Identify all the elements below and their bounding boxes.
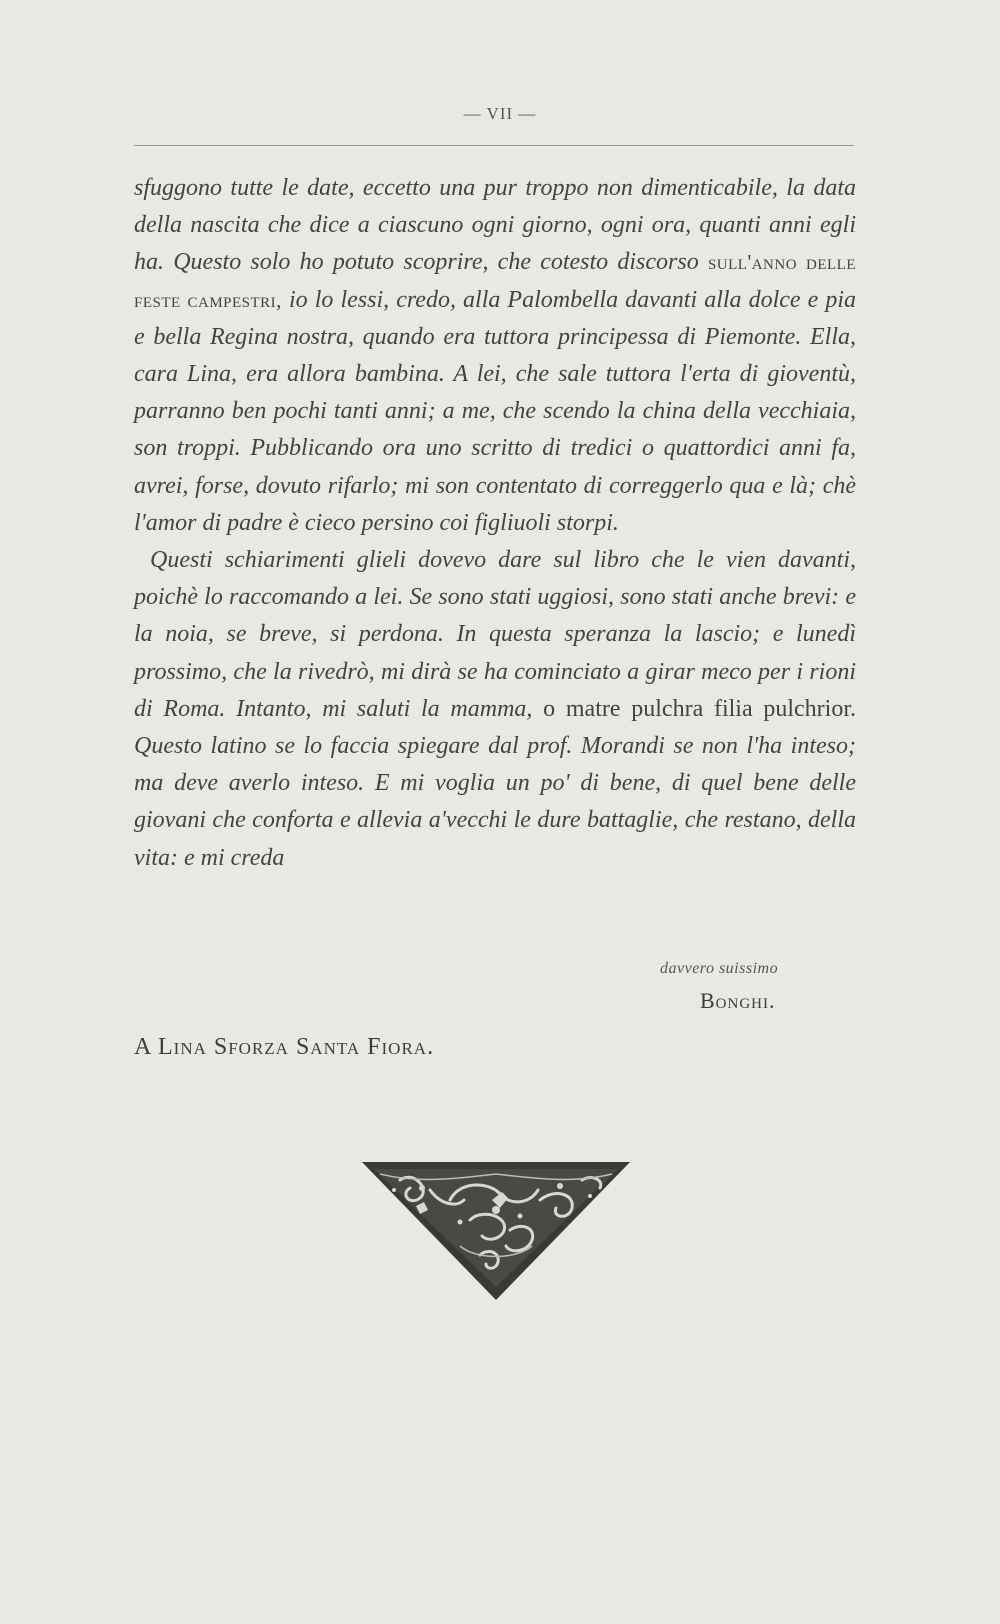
- paragraph-2-text-a: Questi schiarimenti glieli dovevo dare sul libro che le vien davanti, poichè lo raccomando a lei. Se sono stati uggiosi, sono stati anche brevi: e la noia, se breve, si perdona. In questa speranza la lascio; e lunedì prossimo, che la rivedrò, mi dirà se ha cominciato a girar meco per i rioni di Roma. Intanto, mi saluti la mamma,: [134, 547, 856, 722]
- addressee: A Lina Sforza Santa Fiora.: [134, 1034, 435, 1060]
- paragraph-2-text-b: Questo latino se lo faccia spiegare dal prof. Morandi se non l'ha inteso; ma deve averlo inteso. E mi voglia un po' di bene, di quel bene delle giovani che conforta e allevia a'vecchi le dure battaglie, che restano, della vita: e mi creda: [134, 733, 856, 871]
- small-caps-title: sull'anno delle feste campestri,: [134, 250, 856, 312]
- dragon-triangle-vignette-icon: [360, 1160, 632, 1302]
- header-rule: [134, 145, 854, 146]
- signature-block: [660, 960, 860, 1014]
- closing-line: davvero suissimo: [660, 960, 779, 977]
- paragraph-2: [134, 542, 856, 877]
- latin-quote: o matre pulchra filia pulchrior.: [543, 695, 856, 722]
- paragraph-1-text-b: io lo lessi, credo, alla Palombella davanti alla dolce e pia e bella Regina nostra, quando era tuttora principessa di Piemonte. Ella, cara Lina, era allora bambina. A lei, che sale tuttora l'erta di gioventù, parranno ben pochi tanti anni; a me, che scendo la china della vecchiaia, son troppi. Pubblicando ora uno scritto di tredici o quattordici anni fa, avrei, forse, dovuto rifarlo; mi son contentato di correggerlo qua e là; chè l'amor di padre è cieco persino coi figliuoli storpi.: [134, 286, 857, 536]
- paragraph-1: [134, 170, 856, 542]
- signature-name: Bonghi.: [700, 988, 776, 1013]
- page-number: — VII —: [463, 104, 537, 123]
- letter-body: [134, 170, 856, 877]
- paragraph-1-text-a: sfuggono tutte le date, eccetto una pur troppo non dimenticabile, la data della nascita che dice a ciascuno ogni giorno, ogni ora, quanti anni egli ha. Questo solo ho potuto scoprire, che cotesto discorso: [134, 175, 856, 276]
